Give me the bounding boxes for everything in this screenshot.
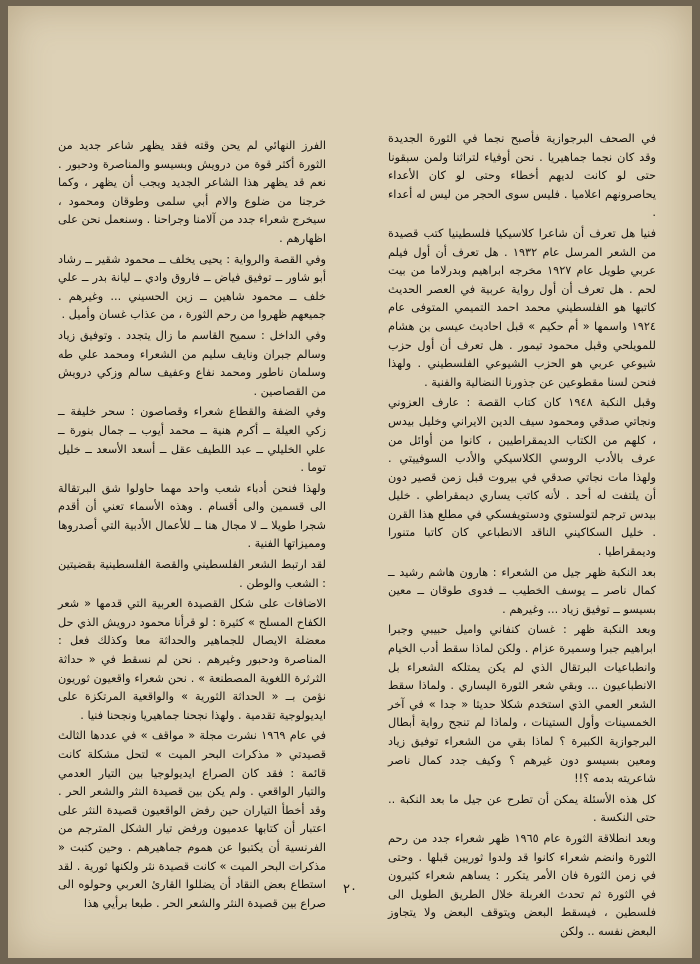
paragraph: لقد ارتبط الشعر الفلسطيني والقصة الفلسطينية بقضيتين : الشعب والوطن . (58, 558, 326, 590)
document-page (8, 6, 692, 958)
paragraph: وفي الضفة والقطاع شعراء وقصاصون : سحر خليفة ــ زكي العيلة ــ أكرم هنية ــ محمد أيوب ــ جمال بنورة ــ علي الخليلي ــ عبد اللطيف عقل ــ أسعد الأسعد ــ خليل توما . (58, 405, 326, 475)
right-column (388, 130, 656, 944)
left-column (58, 137, 326, 915)
paragraph: الفرز النهائي لم يحن وقته فقد يظهر شاعر جديد من الثورة أكثر قوة من درويش وبسيسو والمناصرة ودحبور . نعم قد يظهر هذا الشاعر الجديد ويجب أن يظهر ، وكما خرجنا من ضلوع والام أبي سلمى وطوقان ومحمود ، سيخرج شعراء جدد من آلامنا وجراحنا . وسنعمل نحن على اظهارهم . (58, 139, 326, 245)
page-number: ٢٠ (343, 882, 357, 897)
paragraph: بعد النكبة ظهر جيل من الشعراء : هارون هاشم رشيد ــ كمال ناصر ــ يوسف الخطيب ــ فدوى طوقان ــ معين بسيسو ــ توفيق زياد ... وغيرهم . (388, 565, 656, 616)
paragraph: وفي القصة والرواية : يحيى يخلف ــ محمود شقير ــ رشاد أبو شاور ــ توفيق فياض ــ فاروق وادي ــ ليانة بدر ــ علي خلف ــ محمود شاهين ــ زين الحسيني ... وغيرهم . جميعهم ظهروا من رحم الثورة ، من عذاب غسان وأميل . (58, 252, 326, 322)
paragraph: في عام ١٩٦٩ نشرت مجلة « مواقف » في عددها الثالث قصيدتي « مذكرات البحر الميت » لتحل مشكلة كانت قائمة : فقد كان الصراع ايديولوجيا بين التيار العدمي والتيار الواقعي . ولم يكن بين قصيدة النثر والشعر الحر . وقد أخطأ التياران حين رفض الواقعيون قصيدة النثر على اعتبار أن كتابها عدميون ورفض تيار الشكل المترجم من الفرنسية أن يكتبوا عن هموم جماهيرهم . وحين كتبت « مذكرات البحر الميت » كانت قصيدة نثر ولكنها ثورية . لقد استطاع بعض النقاد أن يضللوا القارئ العربي وحولوه الى صراع بين قصيدة النثر والشعر الحر . طبعا برأيي هذا (58, 729, 326, 910)
paragraph: فنيا هل تعرف أن شاعرا كلاسيكيا فلسطينيا كتب قصيدة من الشعر المرسل عام ١٩٣٢ . هل تعرف أن أول فيلم عربي طويل عام ١٩٢٧ مخرجه ابراهيم وبدرلاما من بيت لحم . هل تعرف أن أول رواية عربية في العصر الحديث كاتبها هو الفلسطيني محمد احمد التميمي المتوفى عام ١٩٢٤ واسمها « أم حكيم » قبل احاديث عيسى بن هشام للمويلحي وقبل محمود تيمور . هل تعرف أن أول حزب شيوعي عربي هو الحزب الشيوعي الفلسطيني . ولهذا فنحن لسنا مقطوعين عن جذورنا النضالية والفنية . (388, 226, 656, 389)
paragraph: وبعد النكبة ظهر : غسان كنفاني واميل حبيبي وجبرا ابراهيم جبرا وسميرة عزام . ولكن لماذا سقط أدب الخيام وانطباعيات البرتقال الذي لم يكن يمتلكه الشعراء بل الانطباعيون ... وبقي شعر الثورة اليساري . ولماذا سقط الشعر العمي الذي استخدم شكلا حديثا « جدا » في آخر الخمسينات وأول الستينات ، ولماذا لم تنجح رواية أبطال البرجوازية الكبيرة ؟ لماذا بقي من الشعراء توفيق زياد ومعين بسيسو دون غيرهم ؟ وكيف جدد كمال ناصر شاعريته بدمه ؟!! (388, 623, 656, 786)
paragraph: الاضافات على شكل القصيدة العربية التي قدمها « شعر الكفاح المسلح » كثيرة : لو قرأنا محمود درويش الذي حل معضلة الايصال للجماهير والحداثة معا وكذلك فعل : المناصرة ودحبور وغيرهم . نحن لم نسقط في « حداثة الثرثرة اللغوية المصطنعة » . نحن شعراء واقعيون ثوريون نؤمن بــ « الحداثة الثورية » والواقعية المرتكزة على ايديولوجية تقدمية . ولهذا نجحنا جماهيريا ونجحنا فنيا . (58, 597, 326, 722)
paragraph: وقبل النكبة ١٩٤٨ كان كتاب القصة : عارف العزوني ونجاتي صدقي ومحمود سيف الدين الايراني وخليل بيدس ، كلهم من الكتاب الديمقراطيين ، كانوا من أوائل من عرف بالأدب الروسي الكلاسيكي والأدب السوفييتي . ولهذا مات نجاتي صدقي في بيروت قبل زمن قصير دون أن يلتفت له أحد . لأنه كاتب يساري ديمقراطي . خليل بيدس ترجم لتولستوي ودستويفسكي في مطلع هذا القرن . خليل السكاكيني الناقد الانطباعي كان كاتبا متنورا وديمقراطيا . (388, 396, 657, 559)
paragraph: ولهذا فنحن أدباء شعب واحد مهما حاولوا شق البرتقالة الى قسمين والى أقسام . وهذه الأسماء تعني أن أقدم شجرا طويلا ــ لا مجال هنا ــ للأعمال الأدبية التي أصدروها ومميزاتها الفنية . (58, 481, 326, 551)
paragraph: في الصحف البرجوازية فأصبح نجما في الثورة الجديدة وقد كان نجما جماهيريا . نحن أوفياء لتراثنا ولمن سبقونا حتى لو كانت لديهم أخطاء وحتى لو كان الأعداء يحاصرونهم اعلاميا . فليس سوى الحجر من ليس له أعداء . (388, 132, 656, 220)
paragraph: وفي الداخل : سميح القاسم ما زال يتجدد . وتوفيق زياد وسالم جبران ونايف سليم من الشعراء ومحمد علي طه وسلمان ناطور ومحمد نفاع وعفيف سالم وزكي درويش من القصاصين . (58, 328, 326, 398)
paragraph: وبعد انطلاقة الثورة عام ١٩٦٥ ظهر شعراء جدد من رحم الثورة وانضم شعراء كانوا قد ولدوا ثوريين قبلها . وحتى في زمن الثورة فان الأمر يتكرر : يساهم شعراء كثيرون في الثورة ثم تحدث الغربلة خلال الطريق الطويل الى فلسطين ، فيسقط البعض ويتوقف البعض ولا يتجاوز البعض نفسه .. ولكن (388, 831, 656, 938)
paragraph: كل هذه الأسئلة يمكن أن تطرح عن جيل ما بعد النكبة .. حتى النكسة . (388, 792, 656, 825)
